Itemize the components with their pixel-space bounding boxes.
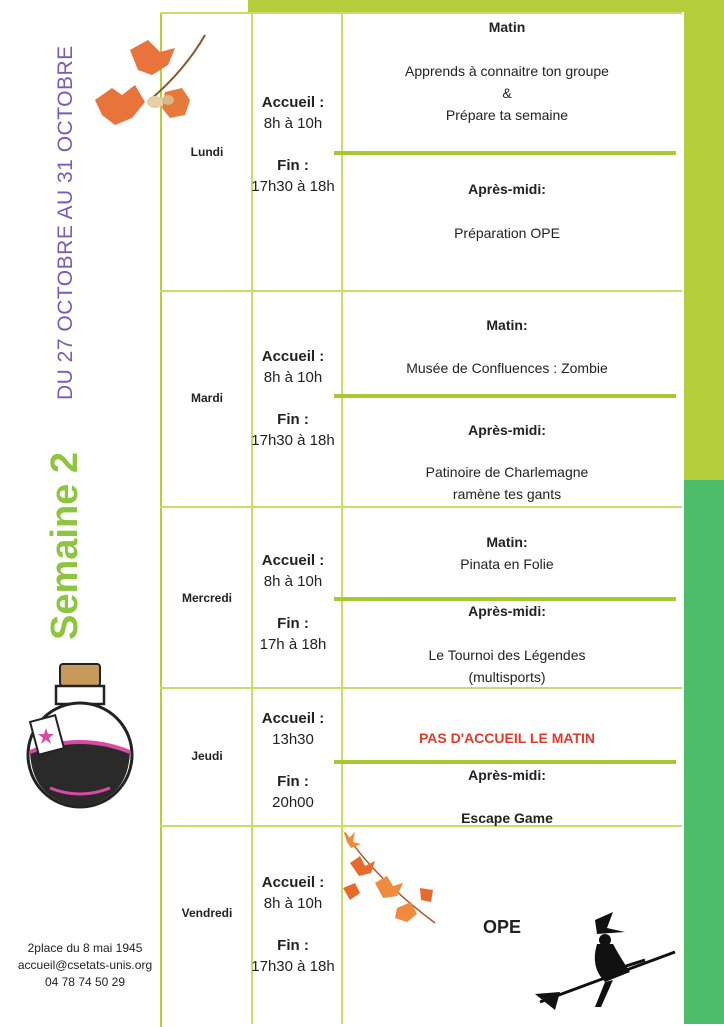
arrival-label: Accueil : [261, 710, 325, 727]
activity-line: Apprends à connaitre ton groupe [405, 63, 609, 79]
end-time: 17h30 à 18h [251, 432, 335, 449]
activity-line: Prépare ta semaine [445, 107, 569, 123]
hours-block [244, 708, 342, 813]
date-range: DU 27 OCTOBRE AU 31 OCTOBRE [54, 45, 77, 400]
afternoon-label: Après-midi: [468, 181, 546, 197]
end-label: Fin : [277, 411, 309, 428]
day-label: Lundi [190, 145, 224, 159]
arrival-label: Accueil : [261, 874, 325, 891]
arrival-time: 8h à 10h [263, 369, 323, 386]
row-divider-1 [160, 290, 682, 292]
arrival-label: Accueil : [261, 348, 325, 365]
activity-line: Patinoire de Charlemagne [425, 464, 589, 480]
friday-activity: OPE [482, 917, 521, 937]
arrival-time: 8h à 10h [263, 895, 323, 912]
arrival-time: 8h à 10h [263, 115, 323, 132]
afternoon-label: Après-midi: [468, 603, 546, 619]
morning-label: Matin [488, 19, 526, 35]
maple-leaves-illustration [335, 828, 445, 938]
morning-activity: Pinata en Folie [460, 556, 554, 572]
morning-closed-notice: PAS D'ACCUEIL LE MATIN [419, 730, 595, 746]
autumn-leaves-illustration [90, 30, 215, 145]
end-label: Fin : [277, 773, 309, 790]
activity-line: (multisports) [468, 669, 546, 685]
hours-block [244, 346, 342, 451]
activity-line: & [502, 85, 512, 101]
activity-line: Le Tournoi des Légendes [428, 647, 586, 663]
end-time: 20h00 [272, 794, 314, 811]
end-time: 17h à 18h [259, 636, 327, 653]
arrival-label: Accueil : [261, 94, 325, 111]
day-label: Mercredi [181, 591, 233, 605]
day-label: Jeudi [191, 749, 223, 763]
afternoon-activity [344, 461, 670, 505]
hours-block [244, 550, 342, 655]
end-label: Fin : [277, 157, 309, 174]
row-divider-2 [160, 506, 682, 508]
day-label: Mardi [190, 391, 223, 405]
afternoon-activity [344, 644, 670, 688]
morning-label: Matin: [486, 534, 528, 550]
end-time: 17h30 à 18h [251, 958, 335, 975]
hours-block [244, 872, 342, 977]
morning-activity: Musée de Confluences : Zombie [406, 360, 608, 376]
session-separator [334, 394, 676, 398]
afternoon-label: Après-midi: [468, 767, 546, 783]
afternoon-activity: Escape Game [461, 810, 553, 826]
contact-block [10, 940, 160, 991]
afternoon-activity: Préparation OPE [454, 225, 560, 241]
email: accueil@csetats-unis.org [17, 958, 153, 972]
end-label: Fin : [277, 615, 309, 632]
morning-label: Matin: [486, 317, 528, 333]
hours-block [244, 92, 342, 197]
end-label: Fin : [277, 937, 309, 954]
week-title [44, 452, 87, 640]
session-separator [334, 151, 676, 155]
afternoon-label: Après-midi: [468, 422, 546, 438]
arrival-time: 8h à 10h [263, 573, 323, 590]
activity-line: ramène tes gants [452, 486, 562, 502]
arrival-time: 13h30 [272, 731, 314, 748]
week-label: Semaine 2 [44, 452, 86, 640]
end-time: 17h30 à 18h [251, 178, 335, 195]
morning-activity [344, 60, 670, 126]
potion-bottle-illustration [20, 660, 140, 815]
row-divider-top [160, 12, 682, 14]
phone: 04 78 74 50 29 [44, 975, 126, 989]
address: 2place du 8 mai 1945 [27, 941, 143, 955]
witch-on-broom-illustration [535, 912, 685, 1012]
day-label: Vendredi [181, 906, 233, 920]
arrival-label: Accueil : [261, 552, 325, 569]
